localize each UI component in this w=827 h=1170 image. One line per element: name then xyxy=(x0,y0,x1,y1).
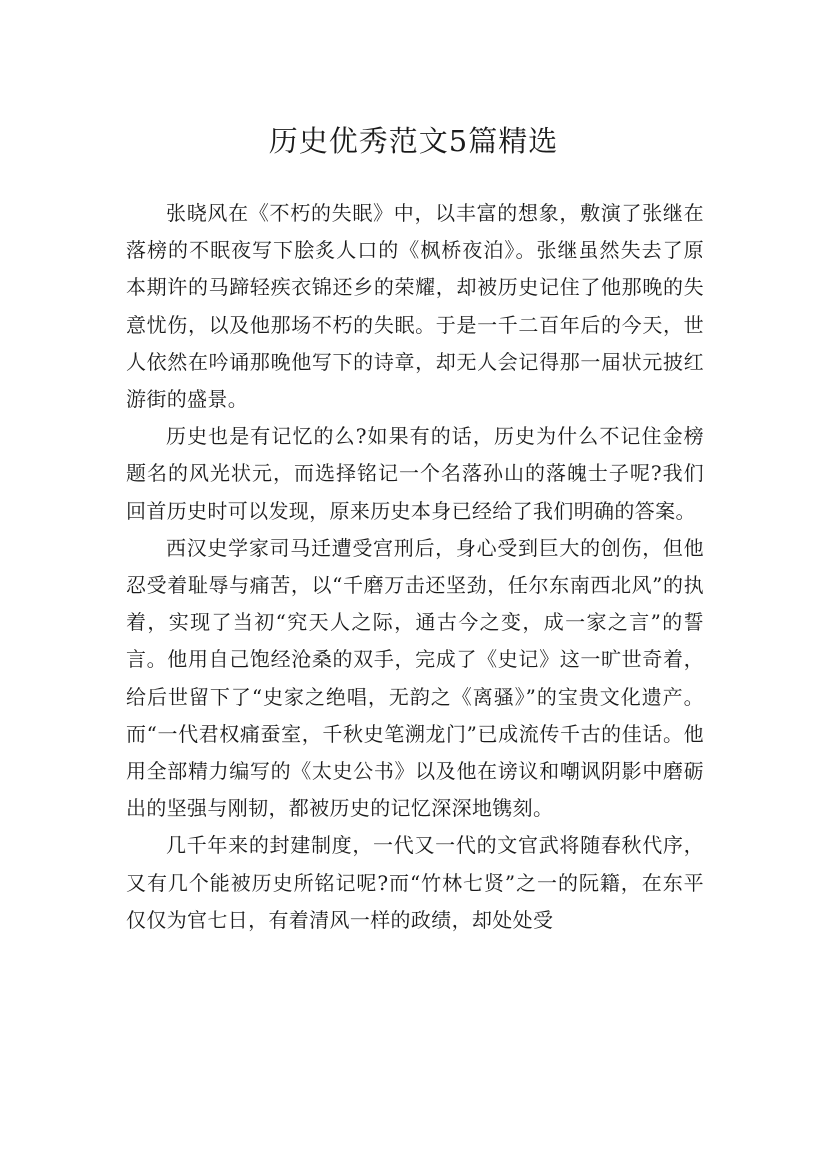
document-title: 历史优秀范文5篇精选 xyxy=(268,124,559,159)
paragraph-4: 几千年来的封建制度，一代又一代的文官武将随春秋代序，又有几个能被历史所铭记呢?而“竹林七贤”之一的阮籍，在东平仅仅为官七日，有着清风一样的政绩，却处处受 xyxy=(126,833,704,932)
paragraph-1: 张晓风在《不朽的失眠》中，以丰富的想象，敷演了张继在落榜的不眠夜写下脍炙人口的《枫桥夜泊》。张继虽然失去了原本期许的马蹄轻疾衣锦还乡的荣耀，却被历史记住了他那晚的失意忧伤，以及他那场不朽的失眠。于是一千二百年后的今天，世人依然在吟诵那晚他写下的诗章，却无人会记得那一届状元披红游街的盛景。 xyxy=(126,201,704,412)
paragraph-2: 历史也是有记忆的么?如果有的话，历史为什么不记住金榜题名的风光状元，而选择铭记一个名落孙山的落魄士子呢?我们回首历史时可以发现，原来历史本身已经给了我们明确的答案。 xyxy=(126,424,704,523)
document-body xyxy=(126,195,704,939)
paragraph-3: 西汉史学家司马迁遭受宫刑后，身心受到巨大的创伤，但他忍受着耻辱与痛苦，以“千磨万击还坚劲，任尔东南西北风”的执着，实现了当初“究天人之际，通古今之变，成一家之言”的誓言。他用自己饱经沧桑的双手，完成了《史记》这一旷世奇着，给后世留下了“史家之绝唱，无韵之《离骚》”的宝贵文化遗产。而“一代君权痛蚕室，千秋史笔溯龙门”已成流传千古的佳话。他用全部精力编写的《太史公书》以及他在谤议和嘲讽阴影中磨砺出的坚强与刚韧，都被历史的记忆深深地镌刻。 xyxy=(126,535,704,821)
